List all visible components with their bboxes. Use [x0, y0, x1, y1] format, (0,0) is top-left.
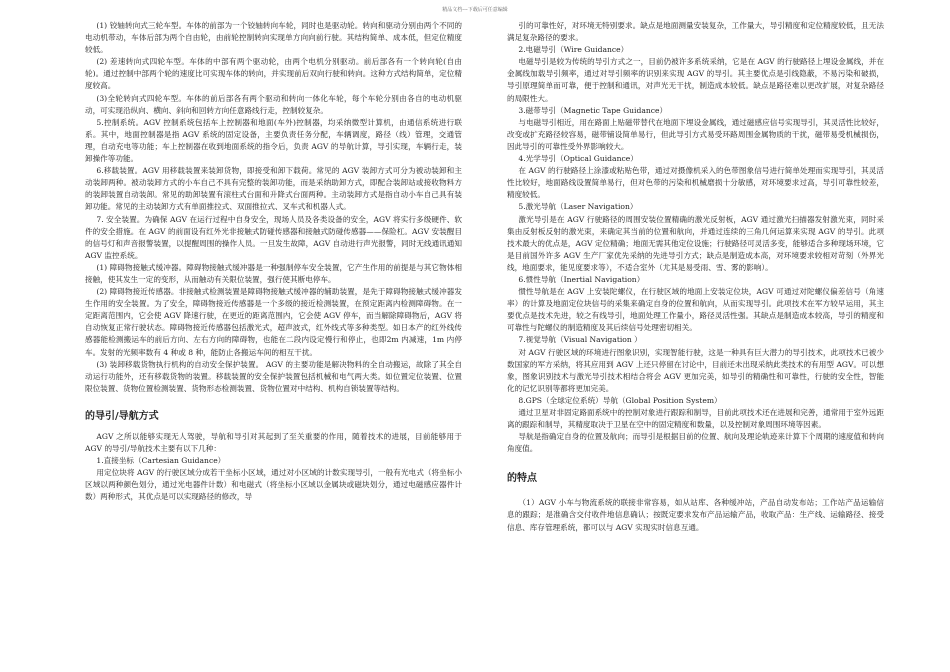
paragraph: 导航是指确定自身的位置及航向；而导引是根据目前的位置、航向及理论轨迹来计算下个周期的速度值和转向角度值。: [507, 432, 884, 454]
paragraph: (2) 差速转向式四轮车型。车体的中部有两个驱动轮，由两个电机分别驱动。前后部各有一个转向轮(自由轮)。通过控制中部两个轮的速度比可实现车体的转向，并实现前后双向行驶和转向。这种方式结构简单，定位精度较高。: [85, 57, 462, 91]
paragraph: (3)全轮转向式四轮车型。车体的前后部各有两个驱动和转向一体化车轮，每个车轮分别由各自的电动机驱动，可实现沿纵向、横向、斜向和回转方向任意路线行走，控制较复杂。: [85, 93, 462, 115]
paragraph: 6.移载装置。AGV 用移载装置来装卸货物，即接受和卸下载荷。常见的 AGV 装卸方式可分为被动装卸和主动装卸两种。被动装卸方式的小车自己不具有完整的装卸功能，而是采纳助卸方式，即配合装卸站或接收物料方的装卸装置自动装卸。常见的助卸装置有滚柱式台面和升降式台面两种。主动装卸方式是指自动小车自己具有装卸功能。常见的主动装卸方式有单面推拉式、双面推拉式、叉车式和机器人式。: [85, 166, 462, 212]
right-paragraphs-b: [507, 497, 884, 533]
paragraph: (1) 障碍物接触式缓冲器。障碍物接触式缓冲器是一种强制停车安全装置，它产生作用的前提是与其它物体相接触，使其发生一定的变形，从而触动有关限位装置，强行使其断电停车。: [85, 262, 462, 284]
paragraph: 通过卫星对非固定路面系统中的控制对象进行跟踪和制导，目前此项技术还在进展和完善，通常用于室外远距离的跟踪和制导，其精度取决于卫星在空中的固定精度和数量，以及控制对象周围环境等因素。: [507, 408, 884, 430]
paragraph: 7.视觉导航（Visual Navigation ）: [518, 335, 642, 345]
paragraph: 电磁导引是较为传统的导引方式之一，目前仍被许多系统采纳，它是在 AGV 的行驶路径上埋设金属线，并在金属线加载导引频率，通过对导引频率的识别来实现 AGV 的导引。其主要优点是引线隐蔽，不易污染和破损，导引原理简单而可靠，便于控制和通讯，对声光无干扰，制造成本较低。缺点是路径难以更改扩展，对复杂路径的局限性大。: [507, 57, 884, 103]
paragraph: 7. 安全装置。为确保 AGV 在运行过程中自身安全，现场人员及各类设备的安全，AGV 将实行多级硬件、软件的安全措施。在 AGV 的前面设有红外光非接触式防碰传感器和接触式防碰传感器——保险杠。AGV 安装醒目的信号灯和声音报警装置，以提醒周围的操作人员。一旦发生故障，AGV 自动进行声光报警，同时无线通讯通知 AGV 监控系统。: [85, 214, 462, 260]
paragraph: （1）AGV 小车与物流系统的联接非常容易，如从站库、各种缓冲站，产品自动发布站；工作站产品运输信息的跟踪；是准确含交付收件地信息确认；按既定要求发布产品运输产品，收取产品：生产线、运输路径、接受信息、库存管理系统，都可以与 AGV 实现实时信息互通。: [507, 498, 884, 532]
paragraph: AGV 之所以能够实现无人驾驶，导航和导引对其起到了至关重要的作用，随着技术的进展，目前能够用于 AGV 的导引/导航技术主要有以下几种：: [85, 431, 462, 453]
paragraph: 3.磁带导引（Magnetic Tape Guidance）: [518, 105, 668, 115]
paragraph: 与电磁导引相近，用在路面上贴磁带替代在地面下埋设金属线，通过磁感应信号实现导引，其灵活性比较好，改变或扩充路径较容易，磁带铺设简单易行，但此导引方式易受环路周围金属物质的干扰，磁带易受机械损伤，因此导引的可靠性受外界影响较大。: [507, 117, 884, 151]
paragraph: 激光导引是在 AGV 行驶路径的周围安装位置精确的激光反射板，AGV 通过激光扫描器发射激光束，同时采集由反射板反射的激光束，来确定其当前的位置和航向，并通过连续的三角几何运算来实现 AGV 的导引。此项技术最大的优点是，AGV 定位精确；地面无需其他定位设施；行驶路径可灵活多变，能够适合多种现场环境，它是目前国外许多 AGV 生产厂家优先采纳的先进导引方式；缺点是制造成本高，对环境要求较相对苛刻（外界光线，地面要求，能见度要求等），不适合室外（尤其是易受雨、雪、雾的影响）。: [507, 214, 884, 272]
section-title-guidance: 的导引/导航方式: [85, 410, 159, 422]
left-column: [85, 20, 462, 503]
paragraph: (2) 障碍物接近传感器。非接触式检测装置是障碍物接触式缓冲器的辅助装置，是先于障碍物接触式缓冲器发生作用的安全装置。为了安全，障碍物接近传感器是一个多级的接近检测装置，在预定距离内检测障碍物。在一定距离范围内，它会使 AGV 降速行驶，在更近的距离范围内，它会使 AGV 停车，而当解除障碍物后，AGV 将自动恢复正常行驶状态。障碍物接近传感器包括激光式，超声波式，红外线式等多种类型。如日本产的红外线传感器能检测搬运车的前后方向、左右方向的障碍物，也能在二段内设定慢行和停止，也即2m 内减速，1m 内停车。发射的光频率数有 4 种或 8 种，能防止各搬运车间的相互干扰。: [85, 287, 462, 357]
paragraph: 6.惯性导航（Inertial Navigation）: [518, 274, 645, 284]
paragraph: 引的可靠性好，对环境无特别要求。缺点是地面测量安装复杂，工作量大，导引精度和定位精度较低，且无法满足复杂路径的要求。: [507, 21, 884, 43]
paragraph: 8.GPS（全球定位系统）导航（Global Position System）: [518, 395, 722, 405]
paragraph: 2.电磁导引（Wire Guidance）: [518, 45, 629, 55]
paragraph: (3) 装卸移载货物执行机构的自动安全保护装置。 AGV 的主要功能是解决物料的全自动搬运，故除了其全自动运行功能外，还有移载货物的装置。移载装置的安全保护装置包括机械和电气两大类。如位置定位装置、位置限位装置、货物位置检测装置、货物形态检测装置、货物位置对中结构、机构自锁装置等结构。: [85, 359, 462, 393]
paragraph: 1.直接坐标（Cartesian Guidance）: [96, 456, 226, 466]
paragraph: 惯性导航是在 AGV 上安装陀螺仪，在行驶区域的地面上安装定位块，AGV 可通过对陀螺仪偏差信号（角速率）的计算及地面定位块信号的采集来确定自身的位置和航向，从而实现导引。此项技术在军方较早运用，其主要优点是技术先进，较之有线导引，地面处理工作量小，路径灵活性强。其缺点是制造成本较高，导引的精度和可靠性与陀螺仪的制造精度及其后续信号处理密切相关。: [507, 287, 884, 333]
left-paragraphs-a: [85, 20, 462, 395]
page-header: 精品文档---下载后可任意编辑: [442, 7, 508, 13]
paragraph: 用定位块将 AGV 的行驶区域分成若干坐标小区域，通过对小区域的计数实现导引，一般有光电式（将坐标小区域以两种颜色划分，通过光电器件计数）和电磁式（将坐标小区域以金属块或磁块划分，通过电磁感应器件计数）两种形式，其优点是可以实现路径的修改，导: [85, 468, 462, 502]
right-column: [507, 20, 884, 534]
paragraph: 5.控制系统。AGV 控制系统包括车上控制器和地面(车外)控制器，均采纳微型计算机，由通信系统进行联系。其中，地面控制器是指 AGV 系统的固定设备，主要负责任务分配，车辆调度，路径（线）管理，交通管理，自动充电等功能；车上控制器在收到地面系统的指令后，负责 AGV 的导航计算，导引实现，车辆行走，装卸操作等功能。: [85, 117, 462, 164]
paragraph: 4.光学导引（Optical Guidance）: [518, 154, 638, 164]
section-title-features: 的特点: [507, 473, 537, 485]
paragraph: 在 AGV 的行驶路径上涂漆或粘贴色带，通过对摄像机采入的色带图象信号进行简单处理而实现导引，其灵活性比较好，地面路线设置简单易行，但对色带的污染和机械磨损十分敏感，对环境要求过高，导引可靠性较差，精度较低。: [507, 166, 884, 200]
paragraph: (1) 铰轴转向式三轮车型。车体的前部为一个铰轴转向车轮，同时也是驱动轮。转向和驱动分别由两个不同的电动机带动，车体后部为两个自由轮，由前轮控制转向实现单方向向前行驶。其结构简单、成本低，但定位精度较低。: [85, 21, 462, 55]
right-paragraphs-a: [507, 20, 884, 455]
paragraph: 5.激光导航（Laser Navigation）: [518, 202, 638, 212]
left-paragraphs-b: [85, 431, 462, 504]
paragraph: 对 AGV 行驶区域的环境进行图象识别，实现智能行驶，这是一种具有巨大潜力的导引技术，此项技术已被少数国家的军方采纳，将其应用到 AGV 上还只停留在讨论中，目前还未出现采纳此类技术的有用型 AGV。可以想象，图象识别技术与激光导引技术相结合将会 AGV 更加完美，如导引的精确性和可靠性，行驶的安全性，智能化的记忆识别等都将更加完美。: [507, 347, 884, 393]
